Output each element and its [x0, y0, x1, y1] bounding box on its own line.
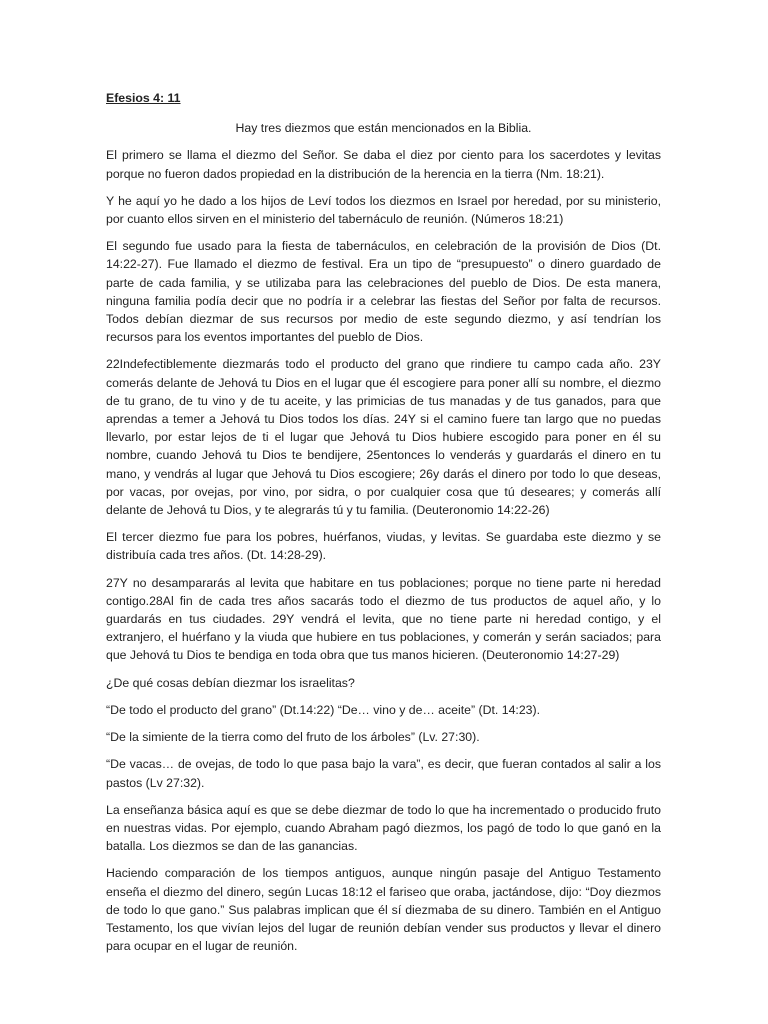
paragraph-comparison: Haciendo comparación de los tiempos antiguos, aunque ningún pasaje del Antiguo Testamento enseña el diezmo del dinero, según Lucas 18:12 el fariseo que oraba, jactándose, dijo: “Doy diezmos de todo lo que gano.” Sus palabras implican que él sí diezmaba de su dinero. También en el Antiguo Testamento, los que vivían lejos del lugar de reunión debían vender sus productos y llevar el dinero para ocupar en el lugar de reunión. — [106, 866, 661, 954]
paragraph-deuteronomy-27-29: 27Y no desampararás al levita que habitare en tus poblaciones; porque no tiene parte ni heredad contigo.28Al fin de cada tres años sacarás todo el diezmo de tus productos de aquel año, y lo guardarás en tus ciudades. 29Y vendrá el levita, que no tiene parte ni heredad contigo, y el extranjero, el huérfano y la viuda que hubiere en tus poblaciones, y comerán y serán saciados; para que Jehová tu Dios te bendiga en toda obra que tus manos hicieren. (Deuteronomio 14:27-29) — [106, 575, 661, 663]
paragraph-grain-quote: “De todo el producto del grano” (Dt.14:22) “De… vino y de… aceite” (Dt. 14:23). — [106, 702, 541, 717]
paragraph-question: ¿De qué cosas debían diezmar los israelitas? — [106, 675, 355, 690]
paragraph-second-tithe: El segundo fue usado para la fiesta de tabernáculos, en celebración de la provisión de Dios (Dt. 14:22-27). Fue llamado el diezmo de festival. Era un tipo de “presupuesto” o dinero guardado de parte de cada familia, y se utilizaba para las celebraciones del pueblo de Dios. De esta manera, ninguna familia podía decir que no podría ir a celebrar las fiestas del Señor por falta de recursos. Todos debían diezmar de sus recursos por medio de este segundo diezmo, y así tendrían los recursos para los eventos importantes del pueblo de Dios. — [106, 239, 661, 345]
paragraph-cattle-quote: “De vacas… de ovejas, de todo lo que pasa bajo la vara”, es decir, que fueran contados al salir a los pastos (Lv 27:32). — [106, 757, 661, 790]
document-subtitle: Hay tres diezmos que están mencionados en la Biblia. — [235, 121, 532, 136]
paragraph-numbers-quote: Y he aquí yo he dado a los hijos de Leví todos los diezmos en Israel por heredad, por su ministerio, por cuanto ellos sirven en el ministerio del tabernáculo de reunión. (Números 18:21) — [106, 193, 661, 227]
document-heading: Efesios 4: 11 — [106, 91, 181, 105]
document-page — [106, 89, 661, 964]
paragraph-seed-quote: “De la simiente de la tierra como del fruto de los árboles” (Lv. 27:30). — [106, 730, 480, 745]
paragraph-basic-teaching: La enseñanza básica aquí es que se debe diezmar de todo lo que ha incrementado o producido fruto en nuestras vidas. Por ejemplo, cuando Abraham pagó diezmos, los pagó de todo lo que ganó en la batalla. Los diezmos se dan de las ganancias. — [106, 802, 661, 854]
paragraph-third-tithe: El tercer diezmo fue para los pobres, huérfanos, viudas, y levitas. Se guardaba este diezmo y se distribuía cada tres años. (Dt. 14:28-29). — [106, 530, 661, 563]
paragraph-deuteronomy-22-26: 22Indefectiblemente diezmarás todo el producto del grano que rindiere tu campo cada año. 23Y comerás delante de Jehová tu Dios en el lugar que él escogiere para poner allí su nombre, el diezmo de tu grano, de tu vino y de tu aceite, y las primicias de tus manadas y de tus ganados, para que aprendas a temer a Jehová tu Dios todos los días. 24Y si el camino fuere tan largo que no puedas llevarlo, por estar lejos de ti el lugar que Jehová tu Dios hubiere escogido para poner en él su nombre, cuando Jehová tu Dios te bendijere, 25entonces lo venderás y guardarás el dinero en tu mano, y vendrás al lugar que Jehová tu Dios escogiere; 26y darás el dinero por todo lo que deseas, por vacas, por ovejas, por vino, por sidra, o por cualquier cosa que tú deseares; y comerás allí delante de Jehová tu Dios, y te alegrarás tú y tu familia. (Deuteronomio 14:22-26) — [106, 357, 661, 518]
paragraph-first-tithe: El primero se llama el diezmo del Señor. Se daba el diez por ciento para los sacerdotes y levitas porque no fueron dados propiedad en la distribución de la herencia en la tierra (Nm. 18:21). — [106, 148, 661, 181]
